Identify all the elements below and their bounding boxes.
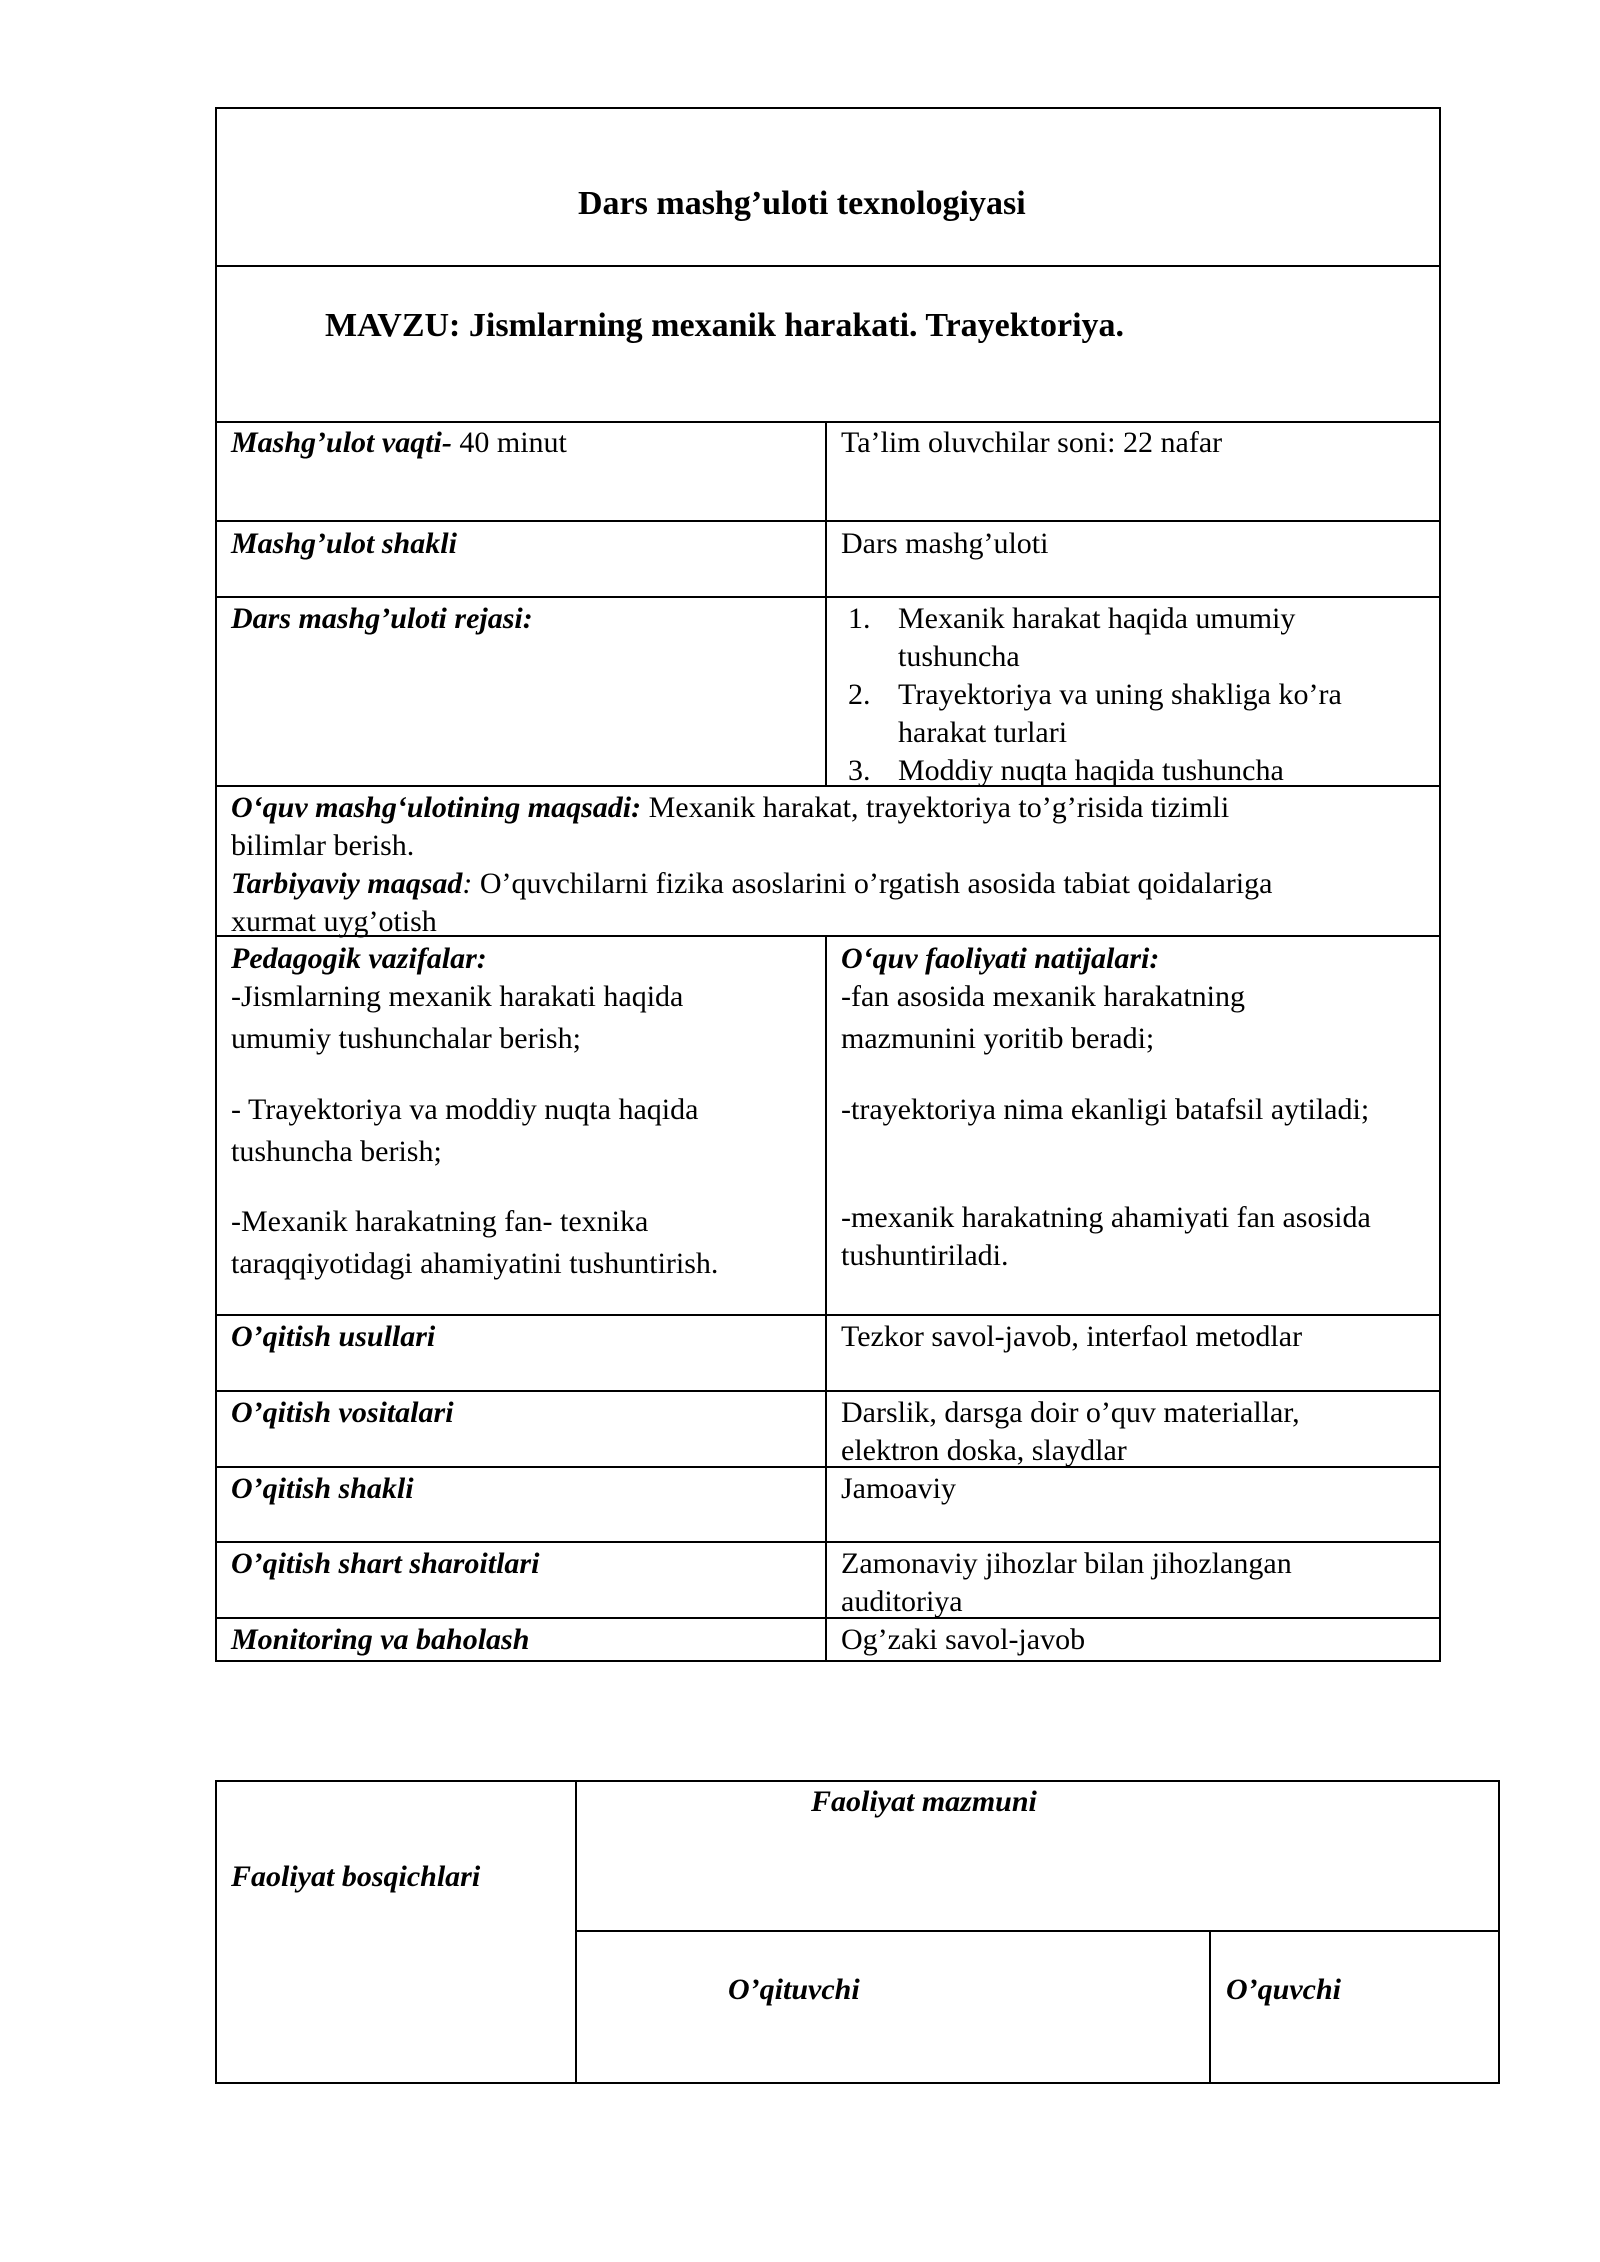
learning-results-label: O‘quv faoliyati natijalari: <box>841 942 1160 975</box>
education-goal-label: Tarbiyaviy maqsad <box>231 867 463 900</box>
teaching-tools-value: Darslik, darsga doir o’quv materiallar, <box>841 1396 1300 1429</box>
row-divider <box>215 596 1441 598</box>
row-divider <box>215 1617 1441 1619</box>
row-divider <box>575 1930 1500 1932</box>
column-divider <box>825 935 827 1662</box>
result-item-cont: tushuntiriladi. <box>841 1239 1009 1272</box>
lesson-plan-list <box>848 600 1342 790</box>
result-item: -mexanik harakatning ahamiyati fan asosida <box>841 1201 1371 1234</box>
task-item-cont: umumiy tushunchalar berish; <box>231 1022 581 1055</box>
teaching-tools-label: O’qitish vositalari <box>231 1396 454 1429</box>
teaching-form-value: Jamoaviy <box>841 1472 956 1505</box>
activity-content-header: Faoliyat mazmuni <box>811 1785 1037 1818</box>
column-divider <box>825 421 827 785</box>
row-divider <box>215 1541 1441 1543</box>
plan-item: 2. Trayektoriya va uning shakliga ko’ra harakat turlari <box>848 678 1342 749</box>
lesson-time <box>231 424 567 462</box>
conditions-value: Zamonaviy jihozlar bilan jihozlangan <box>841 1547 1292 1580</box>
teaching-tools-value-cont: elektron doska, slaydlar <box>841 1434 1127 1467</box>
teaching-methods-value: Tezkor savol-javob, interfaol metodlar <box>841 1320 1303 1353</box>
teacher-header: O’qituvchi <box>728 1973 860 2006</box>
teaching-form-label: O’qitish shakli <box>231 1472 414 1505</box>
document-title: Dars mashg’uloti texnologiyasi <box>578 185 1026 222</box>
lesson-time-value: 40 minut <box>451 426 567 459</box>
education-goal-cont: xurmat uyg’otish <box>231 905 437 938</box>
activity-stages-header: Faoliyat bosqichlari <box>231 1860 481 1893</box>
row-divider <box>215 520 1441 522</box>
lesson-time-label: Mashg’ulot vaqti- <box>231 426 452 459</box>
teaching-methods-label: O’qitish usullari <box>231 1320 436 1353</box>
pedagogic-tasks-label: Pedagogik vazifalar: <box>231 942 487 975</box>
result-item-cont: mazmunini yoritib beradi; <box>841 1022 1155 1055</box>
task-item: -Mexanik harakatning fan- texnika <box>231 1205 649 1238</box>
column-divider <box>575 1780 577 2084</box>
result-item: -trayektoriya nima ekanligi batafsil aytiladi; <box>841 1093 1370 1126</box>
monitoring-label: Monitoring va baholash <box>231 1623 530 1656</box>
student-header: O’quvchi <box>1226 1973 1341 2006</box>
row-divider <box>215 1314 1441 1316</box>
lesson-plan-label: Dars mashg’uloti rejasi: <box>231 602 533 635</box>
row-divider <box>215 1390 1441 1392</box>
lesson-goal-label: O‘quv mashg‘ulotining maqsadi: <box>231 791 642 824</box>
activity-table <box>215 1780 1500 2084</box>
conditions-label: O’qitish shart sharoitlari <box>231 1547 540 1580</box>
task-item-cont: taraqqiyotidagi ahamiyatini tushuntirish. <box>231 1247 719 1280</box>
education-goal: Tarbiyaviy maqsad: O’quvchilarni fizika asoslarini o’rgatish asosida tabiat qoidalariga <box>231 867 1273 900</box>
plan-item: 3. Moddiy nuqta haqida tushuncha <box>848 754 1284 787</box>
column-divider <box>1209 1930 1211 2084</box>
task-item-cont: tushuncha berish; <box>231 1135 442 1168</box>
task-item: - Trayektoriya va moddiy nuqta haqida <box>231 1093 699 1126</box>
lesson-goal: O‘quv mashg‘ulotining maqsadi: Mexanik harakat, trayektoriya to’g’risida tizimli <box>231 791 1230 824</box>
row-divider <box>215 1466 1441 1468</box>
result-item: -fan asosida mexanik harakatning <box>841 980 1246 1013</box>
lesson-topic: MAVZU: Jismlarning mexanik harakati. Trayektoriya. <box>325 307 1125 344</box>
task-item: -Jismlarning mexanik harakati haqida <box>231 980 684 1013</box>
conditions-value-cont: auditoriya <box>841 1585 963 1618</box>
row-divider <box>215 421 1441 423</box>
lesson-form-label: Mashg’ulot shakli <box>231 527 457 560</box>
row-divider <box>215 265 1441 267</box>
monitoring-value: Og’zaki savol-javob <box>841 1623 1086 1656</box>
lesson-form-value: Dars mashg’uloti <box>841 527 1049 560</box>
plan-item: 1. Mexanik harakat haqida umumiy tushuncha <box>848 602 1296 673</box>
students-count: Ta’lim oluvchilar soni: 22 nafar <box>841 426 1223 459</box>
lesson-goal-cont: bilimlar berish. <box>231 829 415 862</box>
